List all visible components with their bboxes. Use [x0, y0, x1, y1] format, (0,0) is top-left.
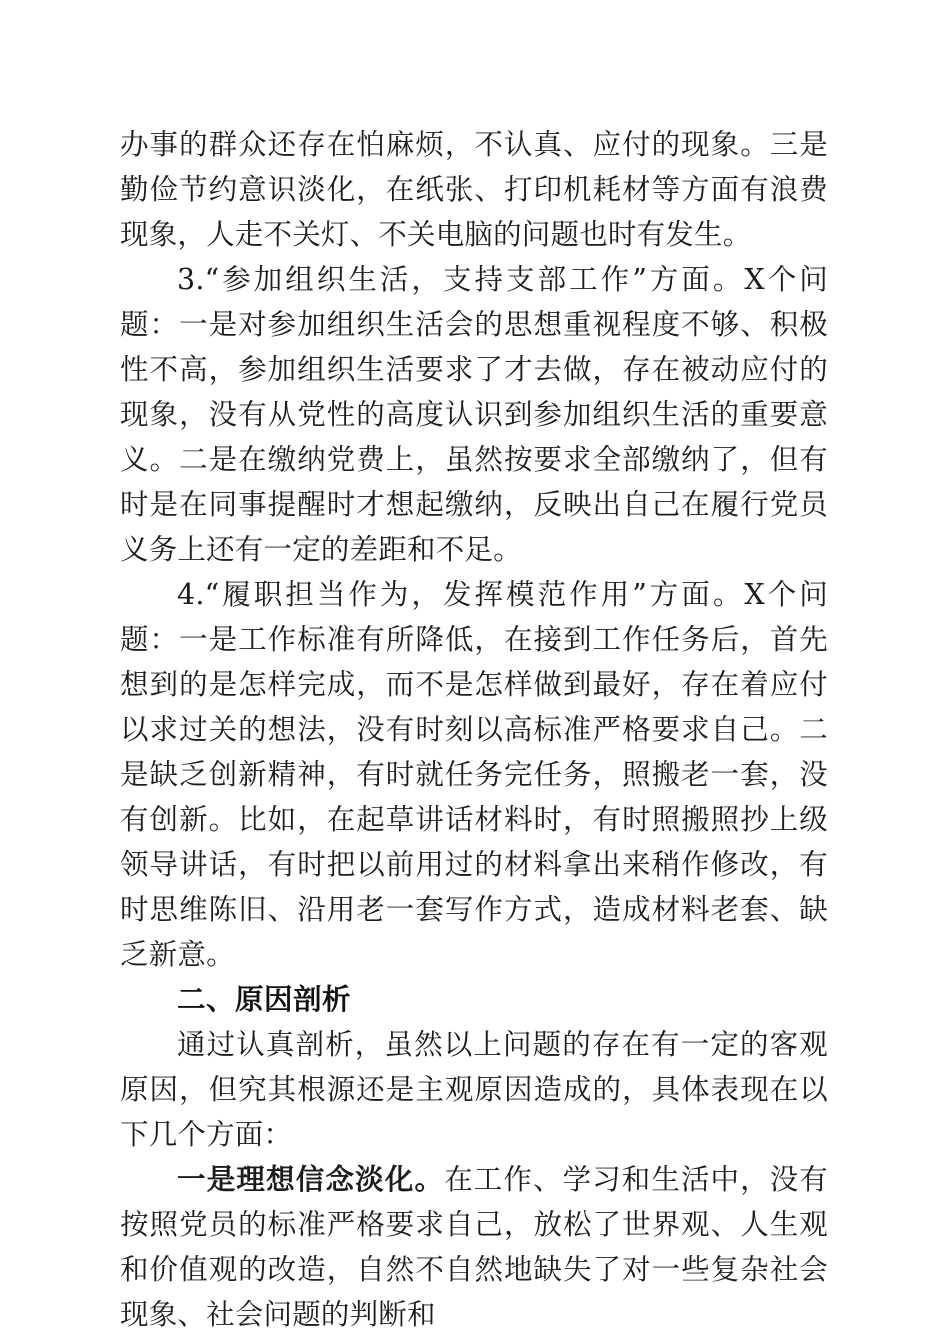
- paragraph-cause-one-text: 在工作、学习和生活中，没有按照党员的标准严格要求自己，放松了世界观、人生观和价值观的改造，自然不自然地缺失了对一些复杂社会现象、社会问题的判断和: [120, 1163, 828, 1331]
- numbered-item-4: 4.“履职担当作为，发挥模范作用”方面。X个问题：一是工作标准有所降低，在接到工作任务后，首先想到的是怎样完成，而不是怎样做到最好，存在着应付以求过关的想法，没有时刻以高标准严格要求自己。二是缺乏创新精神，有时就任务完任务，照搬老一套，没有创新。比如，在起草讲话材料时，有时照搬照抄上级领导讲话，有时把以前用过的材料拿出来稍作修改，有时思维陈旧、沿用老一套写作方式，造成材料老套、缺乏新意。: [120, 578, 828, 971]
- paragraph-cause-one-lead: 一是理想信念淡化。: [177, 1163, 445, 1196]
- paragraph-continuation: 办事的群众还存在怕麻烦，不认真、应付的现象。三是勤俭节约意识淡化，在纸张、打印机耗材等方面有浪费现象，人走不关灯、不关电脑的问题也时有发生。: [120, 128, 828, 251]
- paragraph-cause-intro: 通过认真剖析，虽然以上问题的存在有一定的客观原因，但究其根源还是主观原因造成的，具体表现在以下几个方面：: [120, 1028, 828, 1151]
- numbered-item-3: 3.“参加组织生活，支持支部工作”方面。X个问题：一是对参加组织生活会的思想重视程度不够、积极性不高，参加组织生活要求了才去做，存在被动应付的现象，没有从党性的高度认识到参加组织生活的重要意义。二是在缴纳党费上，虽然按要求全部缴纳了，但有时是在同事提醒时才想起缴纳，反映出自己在履行党员义务上还有一定的差距和不足。: [120, 263, 828, 566]
- paragraph-cause-one: [120, 1157, 828, 1337]
- document-body: [120, 122, 828, 1337]
- section-heading-cause-analysis: 二、原因剖析: [177, 983, 352, 1016]
